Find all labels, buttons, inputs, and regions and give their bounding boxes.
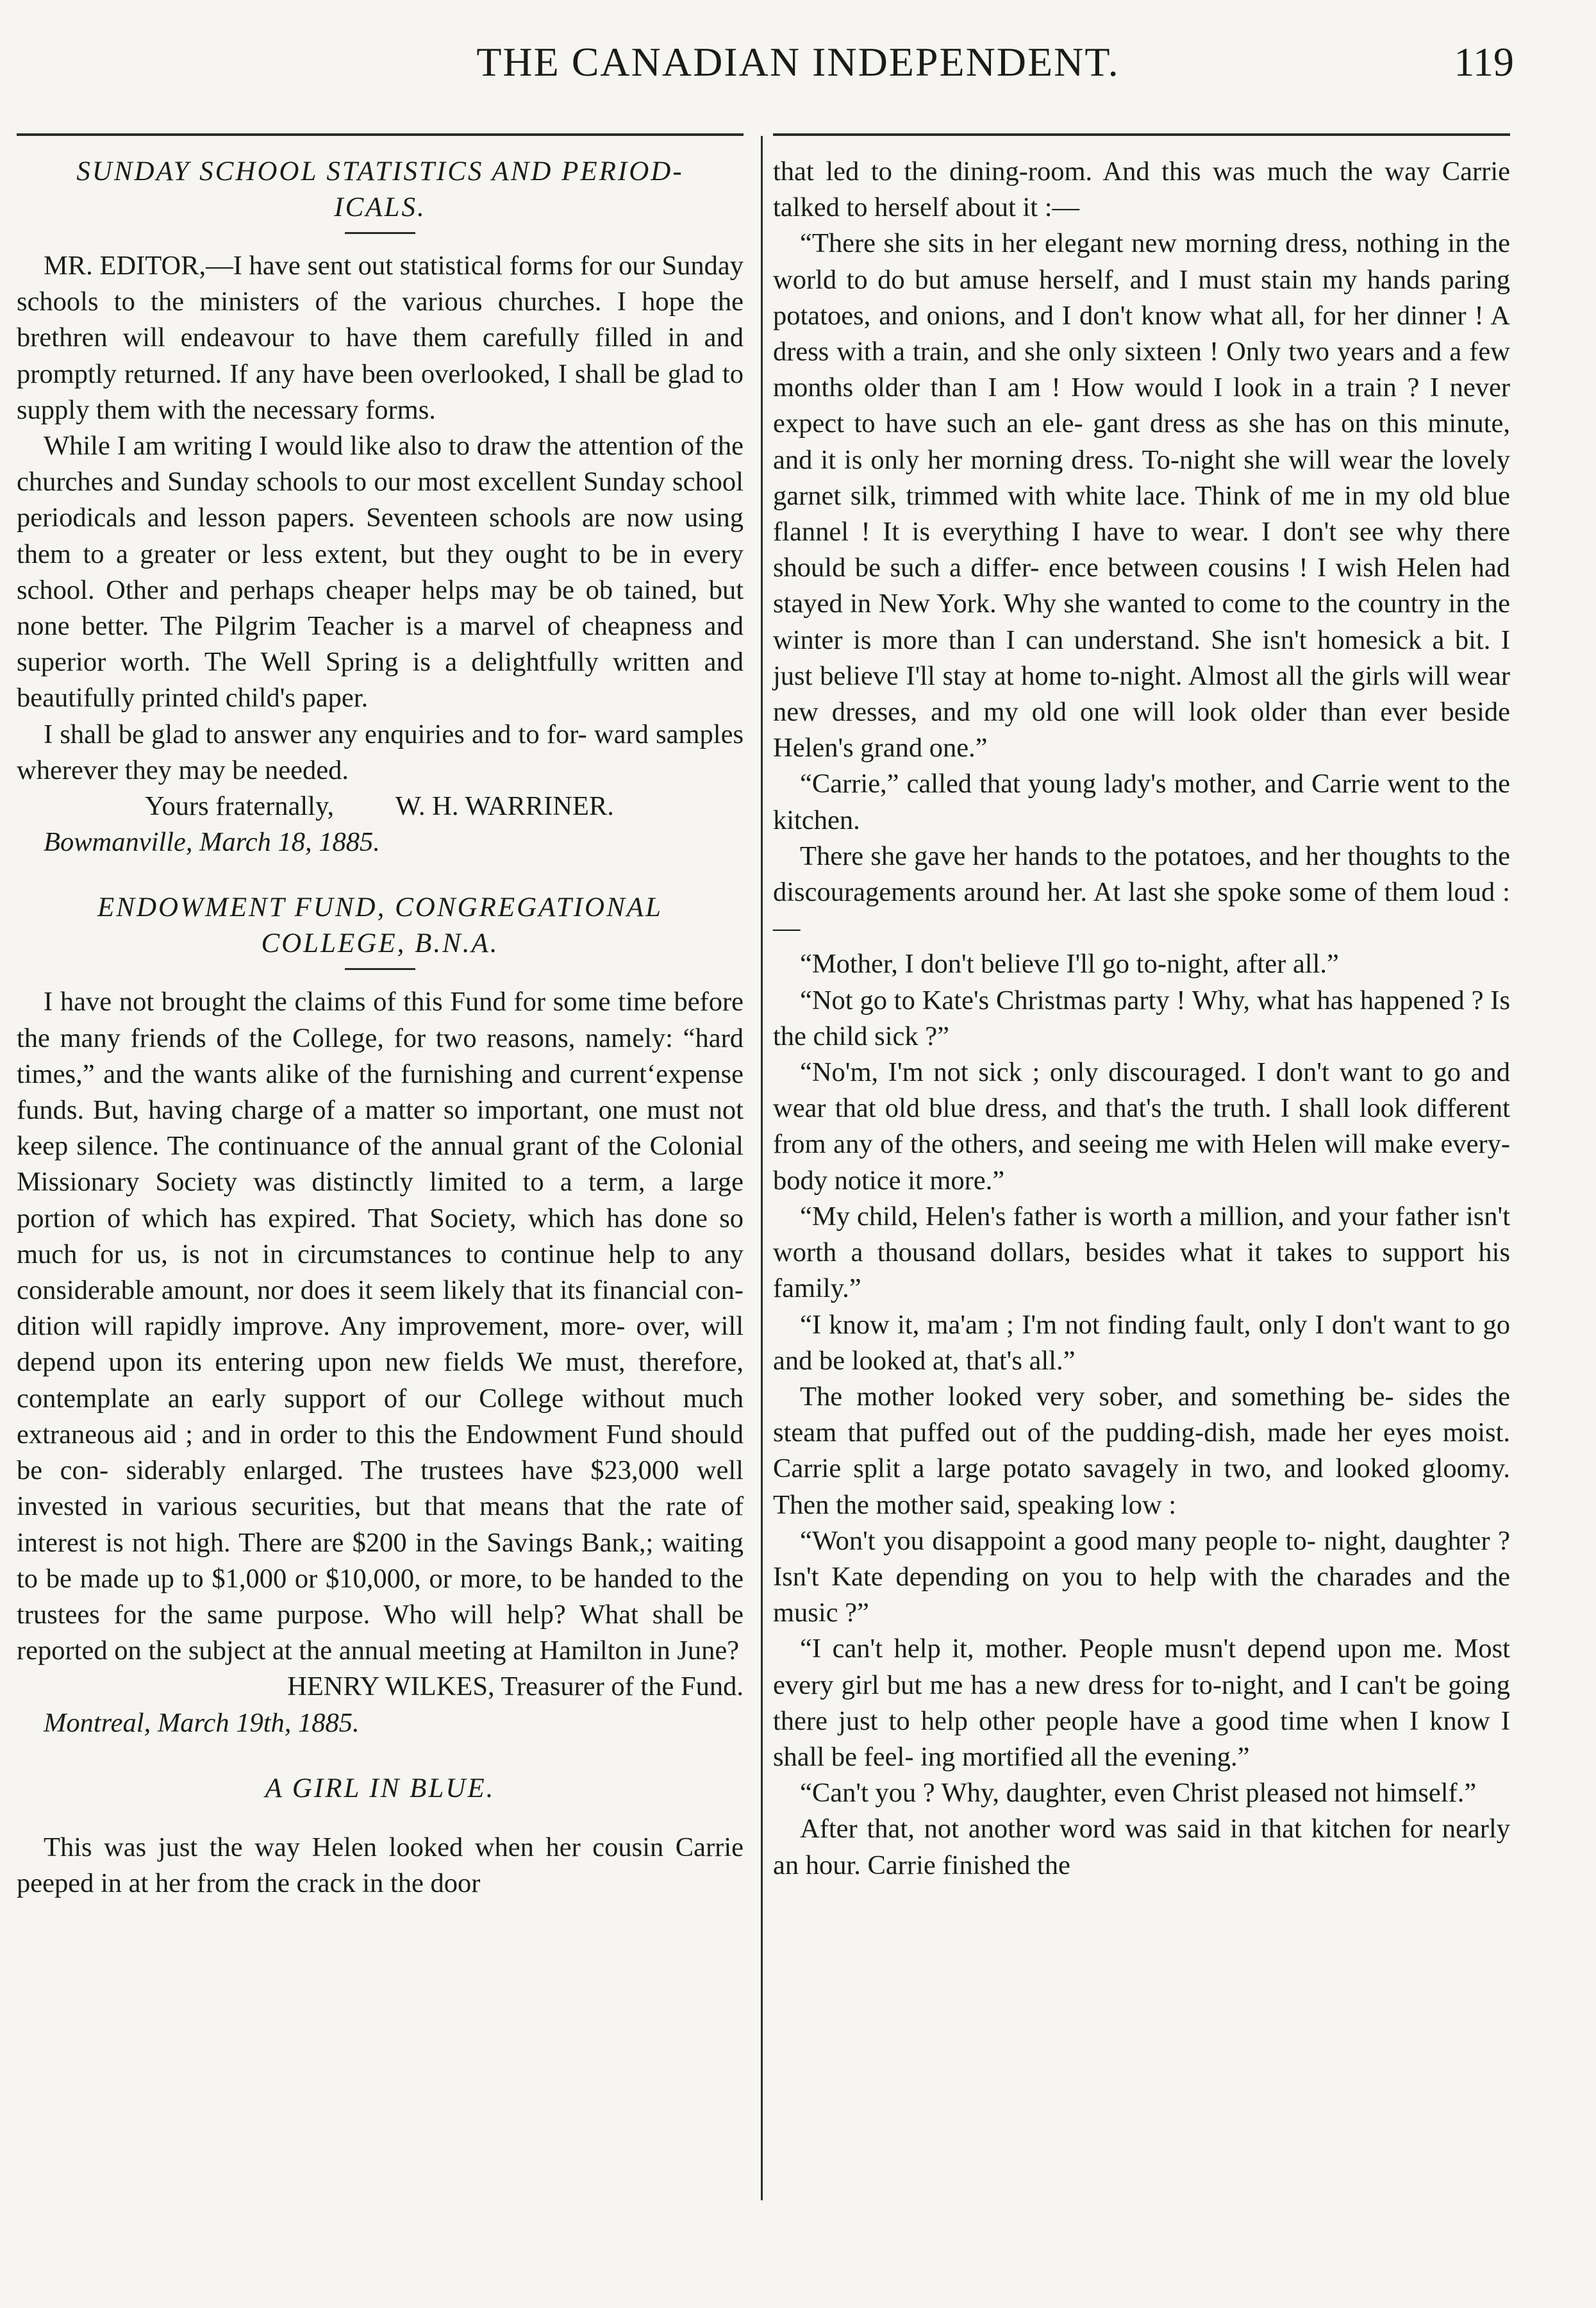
article-endowment-fund — [17, 890, 744, 1741]
closing: Yours fraternally, — [145, 791, 335, 822]
body-paragraph: “No'm, I'm not sick ; only discouraged. I don't want to go and wear that old blue dress, and that's the truth. I shall look different from any of the others, and seeing me with Helen will make every- body notice it more.” — [773, 1057, 1510, 1196]
article-heading — [17, 154, 744, 226]
column-divider — [761, 136, 763, 2200]
heading-line: ICALS. — [334, 192, 426, 222]
article-girl-in-blue — [17, 1771, 744, 1902]
page-header — [0, 13, 1596, 109]
signature-line — [17, 789, 744, 824]
body-paragraph: I have not brought the claims of this Fund for some time before the many friends of the College, for two reasons, namely: “hard times,” and the wants alike of the furnishing and current‘expense funds. But, having charge of a matter so important, one must not keep silence. The continuance of the annual grant of the Colonial Missionary Society was distinctly limited to a term, a large portion of which has expired. That Society, which has done so much for us, is not in circumstances to continue help to any considerable amount, nor does it seem likely that its financial con- dition will rapidly improve. Any improvement, more- over, will depend upon its entering upon new fields We must, therefore, contemplate an early support of our College without much extraneous aid ; and in order to this the Endowment Fund should be con- siderably enlarged. The trustees have $23,000 well invested in various securities, but that means that the rate of interest is not high. There are $200 in the Savings Bank,; waiting to be made up to $1,000 or $10,000, or more, to be handed to the trustees for the same purpose. Who will help? What shall be reported on the subject at the annual meeting at Hamilton in June? — [17, 987, 744, 1666]
signature: HENRY WILKES, Treasurer of the Fund. — [287, 1671, 744, 1702]
body-paragraph: I shall be glad to answer any enquiries and to for- ward samples wherever they may be needed. — [17, 719, 744, 785]
body-paragraph: “Won't you disappoint a good many people to- night, daughter ? Isn't Kate depending on you to help with the charades and the music ?” — [773, 1525, 1510, 1628]
short-divider — [345, 232, 415, 234]
page-number: 119 — [1454, 39, 1514, 85]
body-paragraph: “Can't you ? Why, daughter, even Christ pleased not himself.” — [800, 1778, 1477, 1809]
body-paragraph: “My child, Helen's father is worth a million, and your father isn't worth a thousand dollars, besides what it takes to support his family.” — [773, 1201, 1510, 1304]
body-paragraph: After that, not another word was said in that kitchen for nearly an hour. Carrie finished the — [773, 1814, 1510, 1880]
body-paragraph: “I know it, ma'am ; I'm not finding fault, only I don't want to go and be looked at, that's all.” — [773, 1309, 1510, 1376]
body-paragraph: “Not go to Kate's Christmas party ! Why, what has happened ? Is the child sick ?” — [773, 985, 1510, 1051]
body-paragraph: “Mother, I don't believe I'll go to-night, after all.” — [800, 949, 1339, 980]
heading-line: ENDOWMENT FUND, CONGREGATIONAL — [97, 892, 663, 923]
body-paragraph: “There she sits in her elegant new morning dress, nothing in the world to do but amuse herself, and I must stain my hands paring potatoes, and onions, and I don't know what all, for her dinner ! A dress with a train, and she only sixteen ! Only two years and a few months older than I am ! How would I look in a train ? I never expect to have such an ele- gant dress as she has on this minute, and it is only her morning dress. To-night she will wear the lovely garnet silk, trimmed with white lace. Think of me in my old blue flannel ! It is everything I have to wear. I don't see why there should be such a differ- ence between cousins ! I wish Helen had stayed in New York. Why she wanted to come to the country in the winter is more than I can understand. She isn't homesick a bit. I just believe I'll stay at home to-night. Almost all the girls will wear new dresses, and my old one will look older than ever beside Helen's grand one.” — [773, 228, 1510, 764]
heading-line: SUNDAY SCHOOL STATISTICS AND PERIOD- — [76, 156, 684, 187]
right-column — [773, 154, 1510, 1884]
signature: W. H. WARRINER. — [395, 791, 614, 822]
body-paragraph: The mother looked very sober, and something be- sides the steam that puffed out of the pudding-dish, made her eyes moist. Carrie split a large potato savagely in two, and looked gloomy. Then the mother said, speaking low : — [773, 1381, 1510, 1520]
dateline: Bowmanville, March 18, 1885. — [44, 827, 380, 858]
dateline: Montreal, March 19th, 1885. — [44, 1707, 360, 1738]
publication-title: THE CANADIAN INDEPENDENT. — [476, 39, 1120, 85]
body-paragraph: “I can't help it, mother. People musn't depend upon me. Most every girl but me has a new dress for to-night, and I can't be going there just to help other people have a good time when I know I shall be feel- ing mortified all the evening.” — [773, 1634, 1510, 1772]
body-paragraph: MR. EDITOR,—I have sent out statistical forms for our Sunday schools to the ministers of the various churches. I hope the brethren will endeavour to have them carefully filled in and promptly returned. If any have been overlooked, I shall be glad to supply them with the necessary forms. — [17, 251, 744, 425]
heading-line: COLLEGE, B.N.A. — [261, 928, 499, 959]
article-heading: A GIRL IN BLUE. — [265, 1773, 495, 1803]
left-column — [17, 154, 744, 1902]
body-paragraph: There she gave her hands to the potatoes, and her thoughts to the discouragements around her. At last she spoke some of them loud :— — [773, 840, 1510, 944]
body-paragraph: “Carrie,” called that young lady's mother, and Carrie went to the kitchen. — [773, 769, 1510, 835]
header-rule-right — [773, 133, 1510, 136]
body-paragraph: that led to the dining-room. And this was much the way Carrie talked to herself about it :— — [773, 156, 1510, 223]
short-divider — [345, 968, 415, 970]
article-heading — [17, 890, 744, 962]
article-sunday-school-statistics — [17, 154, 744, 860]
body-paragraph: While I am writing I would like also to draw the attention of the churches and Sunday schools to our most excellent Sunday school periodicals and lesson papers. Seventeen schools are now using them to a greater or less extent, but they ought to be in every school. Other and perhaps cheaper helps may be ob tained, but none better. The Pilgrim Teacher is a marvel of cheapness and superior worth. The Well Spring is a delightfully written and beautifully printed child's paper. — [17, 431, 744, 714]
body-paragraph: This was just the way Helen looked when her cousin Carrie peeped in at her from the crack in the door — [17, 1832, 744, 1898]
header-rule-left — [17, 133, 744, 136]
